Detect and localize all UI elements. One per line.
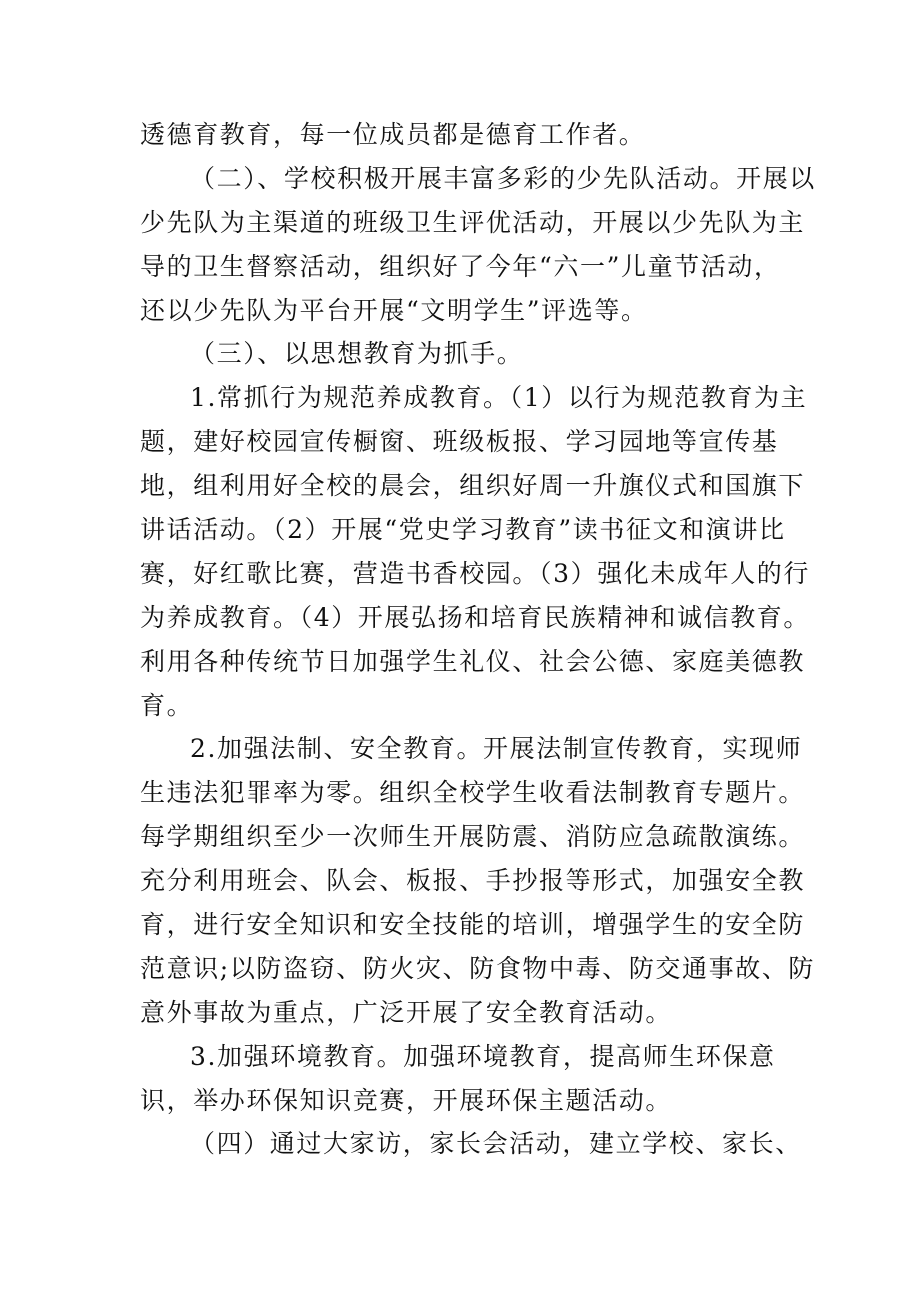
text-line: 利用各种传统节日加强学生礼仪、社会公德、家庭美德教 <box>140 646 806 676</box>
text-line: 还以少先队为平台开展“文明学生”评选等。 <box>140 295 648 325</box>
text-line: 育。 <box>140 690 194 720</box>
text-line: 生违法犯罪率为零。组织全校学生收看法制教育专题片。 <box>140 778 806 808</box>
text-line: 导的卫生督察活动，组织好了今年“六一”儿童节活动， <box>140 251 781 281</box>
text-line: （二）、学校积极开展丰富多彩的少先队活动。开展以 <box>190 163 816 193</box>
text-line: 讲话活动。（2）开展“党史学习教育”读书征文和演讲比 <box>140 515 786 545</box>
text-line: 每学期组织至少一次师生开展防震、消防应急疏散演练。 <box>140 822 806 852</box>
text-line: 1.常抓行为规范养成教育。（1）以行为规范教育为主 <box>190 383 808 413</box>
text-line: （四）通过大家访，家长会活动，建立学校、家长、 <box>190 1129 802 1159</box>
text-line: 题，建好校园宣传橱窗、班级板报、学习园地等宣传基 <box>140 427 779 457</box>
text-line: 地，组利用好全校的晨会，组织好周一升旗仪式和国旗下 <box>140 471 806 501</box>
text-line: 赛，好红歌比赛，营造书香校园。（3）强化未成年人的行 <box>140 558 811 588</box>
text-line: 少先队为主渠道的班级卫生评优活动，开展以少先队为主 <box>140 207 806 237</box>
document-body <box>140 113 816 1166</box>
text-line: 范意识;以防盗窃、防火灾、防食物中毒、防交通事故、防 <box>140 953 816 983</box>
text-line: 透德育教育，每一位成员都是德育工作者。 <box>140 120 646 149</box>
text-line: （三）、以思想教育为抓手。 <box>190 339 524 369</box>
text-line: 充分利用班会、队会、板报、手抄报等形式，加强安全教 <box>140 866 806 896</box>
text-line: 识，举办环保知识竞赛，开展环保主题活动。 <box>140 1085 673 1115</box>
text-line: 3.加强环境教育。加强环境教育，提高师生环保意 <box>190 1041 776 1071</box>
text-line: 2.加强法制、安全教育。开展法制宣传教育，实现师 <box>190 734 803 764</box>
text-line: 意外事故为重点，广泛开展了安全教育活动。 <box>140 997 673 1027</box>
text-line: 为养成教育。（4）开展弘扬和培育民族精神和诚信教育。 <box>140 602 811 632</box>
text-line: 育，进行安全知识和安全技能的培训，增强学生的安全防 <box>140 910 806 940</box>
